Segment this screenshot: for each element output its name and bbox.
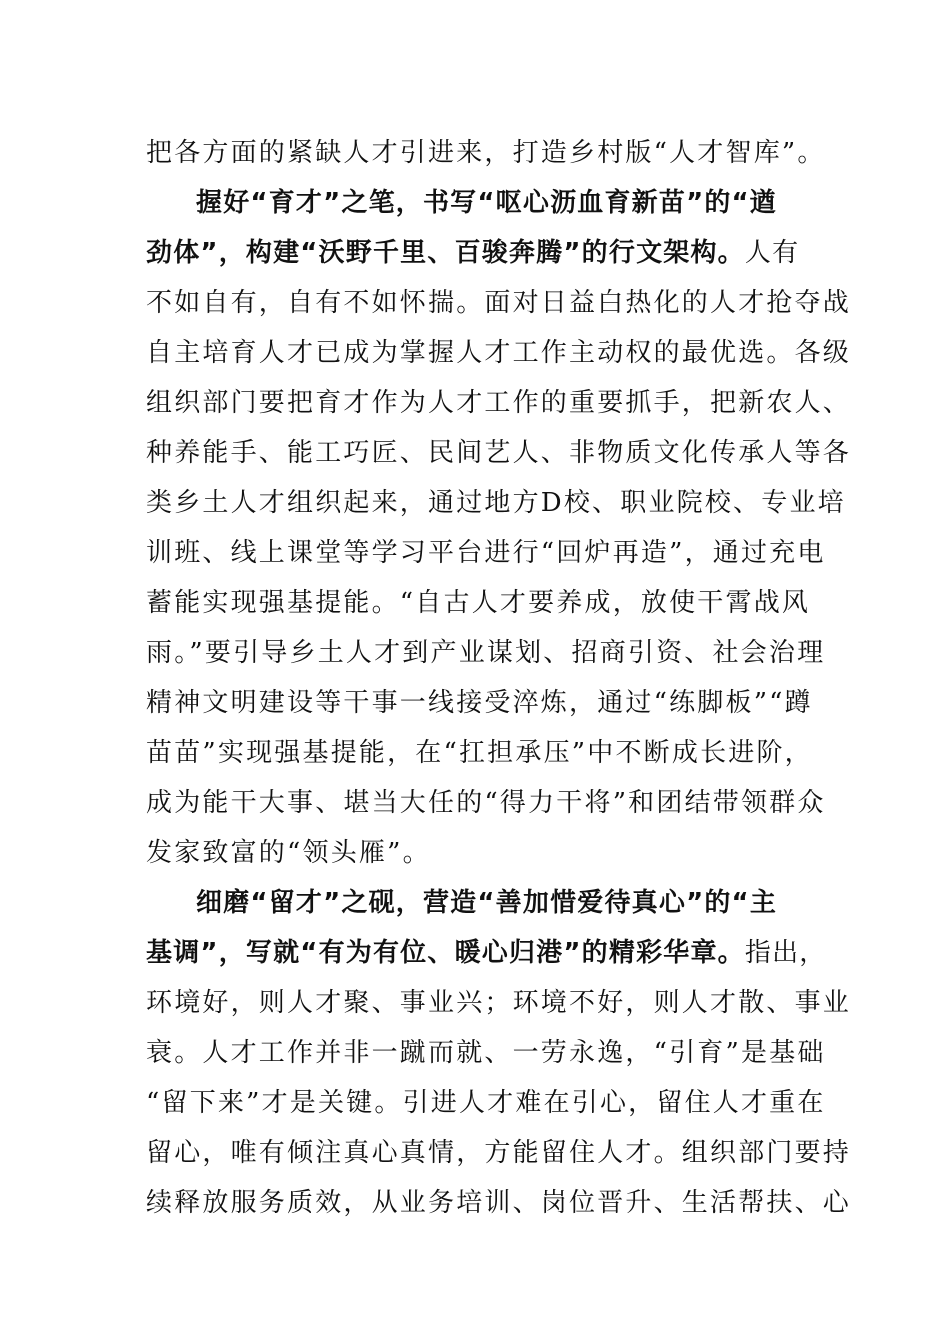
text-line: “留下来”才是关键。引进人才难在引心，留住人才重在 (146, 1088, 826, 1118)
text-line: 雨。”要引导乡土人才到产业谋划、招商引资、社会治理 (146, 638, 826, 668)
text-line: 类乡土人才组织起来，通过地方D校、职业院校、专业培 (146, 488, 846, 518)
paragraph-heading-continued (146, 928, 826, 978)
paragraph-heading: 细磨“留才”之砚，营造“善加惜爱待真心”的“主 (196, 888, 778, 918)
text-line: 衰。人才工作并非一蹴而就、一劳永逸，“引育”是基础 (146, 1038, 826, 1068)
text-line: 环境好，则人才聚、事业兴；环境不好，则人才散、事业 (146, 988, 852, 1018)
text-line: 自主培育人才已成为掌握人才工作主动权的最优选。各级 (146, 338, 852, 368)
text-line: 组织部门要把育才作为人才工作的重要抓手，把新农人、 (146, 388, 852, 418)
text-line: 精神文明建设等干事一线接受淬炼，通过“练脚板”“蹲 (146, 688, 813, 718)
text-line: 成为能干大事、堪当大任的“得力干将”和团结带领群众 (146, 788, 826, 818)
paragraph-heading: 握好“育才”之笔，书写“呕心沥血育新苗”的“遒 (196, 188, 778, 218)
text-line: 种养能手、能工巧匠、民间艺人、非物质文化传承人等各 (146, 438, 852, 468)
text-line: 蓄能实现强基提能。“自古人才要养成，放使干霄战风 (146, 588, 811, 618)
text-line: 苗苗”实现强基提能，在“扛担承压”中不断成长进阶， (146, 738, 813, 768)
text-line: 把各方面的紧缺人才引进来，打造乡村版“人才智库”。 (146, 138, 826, 168)
text-line: 训班、线上课堂等学习平台进行“回炉再造”，通过充电 (146, 538, 826, 568)
paragraph-heading-continued (146, 228, 826, 278)
heading-text: 基调”，写就“有为有位、暖心归港”的精彩华章。 (146, 938, 745, 968)
body-text: 指出， (744, 938, 827, 968)
text-line: 不如自有，自有不如怀揣。面对日益白热化的人才抢夺战 (146, 288, 852, 318)
text-line: 发家致富的“领头雁”。 (146, 838, 431, 868)
body-text: 人有 (744, 238, 800, 268)
text-line: 留心，唯有倾注真心真情，方能留住人才。组织部门要持 (146, 1138, 852, 1168)
heading-text: 劲体”，构建“沃野千里、百骏奔腾”的行文架构。 (146, 238, 745, 268)
text-line: 续释放服务质效，从业务培训、岗位晋升、生活帮扶、心 (146, 1188, 852, 1218)
